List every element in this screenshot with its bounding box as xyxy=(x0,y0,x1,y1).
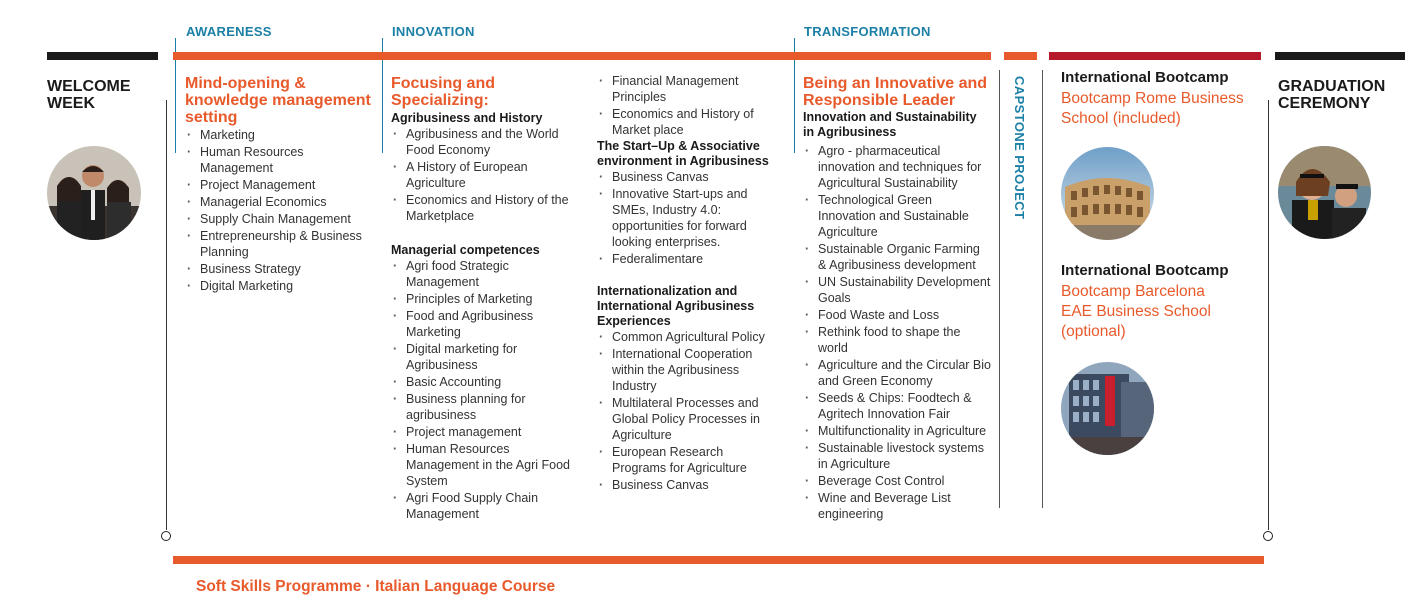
list-item: · Economics and History of the Marketplace xyxy=(391,192,573,224)
welcome-week-photo xyxy=(47,146,141,240)
list-item: · Food and Agribusiness Marketing xyxy=(391,308,573,340)
list-item: · Food Waste and Loss xyxy=(803,307,991,323)
list-item: · Federalimentare xyxy=(597,251,777,267)
welcome-bar xyxy=(47,52,158,60)
col2-section2-title: Managerial competences xyxy=(391,243,540,257)
capstone-project-label: CAPSTONE PROJECT xyxy=(1012,76,1027,220)
list-item: · International Cooperation within the Agribusiness Industry xyxy=(597,346,777,394)
capstone-divider-right xyxy=(1042,70,1043,508)
list-item: · Multifunctionality in Agriculture xyxy=(803,423,991,439)
capstone-bar xyxy=(1004,52,1037,60)
list-item: · Agribusiness and the World Food Economy xyxy=(391,126,573,158)
capstone-divider-left xyxy=(999,70,1000,508)
list-item: · Marketing xyxy=(185,127,375,143)
list-item: · Agro - pharmaceutical innovation and techniques for Agricultural Sustainability xyxy=(803,143,991,191)
list-item: · Seeds & Chips: Foodtech & Agritech Innovation Fair xyxy=(803,390,991,422)
column-awareness xyxy=(185,75,375,295)
timeline-end-marker xyxy=(1263,531,1273,541)
bootcamp-bar xyxy=(1049,52,1261,60)
column-innovation-2 xyxy=(597,73,777,494)
graduation-ceremony-title: GRADUATION CEREMONY xyxy=(1278,78,1386,112)
list-item: · Common Agricultural Policy xyxy=(597,329,777,345)
welcome-timeline-line xyxy=(166,100,167,530)
bootcamp-rome-title: International Bootcamp xyxy=(1061,69,1229,86)
list-item: · Supply Chain Management xyxy=(185,211,375,227)
bootcamp-rome-subtitle: Bootcamp Rome Business School (included) xyxy=(1061,90,1244,127)
timeline-start-marker xyxy=(161,531,171,541)
bootcamp-rome xyxy=(1061,69,1261,129)
col3-section2-title: Internationalization and International Agribusiness Experiences xyxy=(597,284,755,328)
list-item: · Wine and Beverage List engineering xyxy=(803,490,991,522)
bootcamp-barcelona xyxy=(1061,262,1261,342)
footer-soft-skills: Soft Skills Programme · Italian Language Course xyxy=(196,578,556,595)
list-item: · Agriculture and the Circular Bio and Green Economy xyxy=(803,357,991,389)
list-item: · Business Canvas xyxy=(597,169,777,185)
column-transformation xyxy=(803,75,991,523)
list-item: · Business Canvas xyxy=(597,477,777,493)
graduation-photo xyxy=(1278,146,1371,239)
col4-list xyxy=(803,143,991,522)
col2-section1-list xyxy=(391,126,573,224)
list-item: · Multilateral Processes and Global Policy Processes in Agriculture xyxy=(597,395,777,443)
list-item: · Principles of Marketing xyxy=(391,291,573,307)
col1-list xyxy=(185,127,375,294)
list-item: · Project management xyxy=(391,424,573,440)
col3-section2-list xyxy=(597,329,777,493)
col4-section-title: Innovation and Sustainability in Agribusiness xyxy=(803,110,977,139)
list-item: · Economics and History of Market place xyxy=(597,106,777,138)
list-item: · Entrepreneurship & Business Planning xyxy=(185,228,375,260)
bootcamp-barcelona-title: International Bootcamp xyxy=(1061,262,1229,279)
list-item: · Digital Marketing xyxy=(185,278,375,294)
col1-title: Mind-opening & knowledge management setting xyxy=(185,75,371,126)
list-item: · Financial Management Principles xyxy=(597,73,777,105)
col2-title: Focusing and Specializing: xyxy=(391,75,495,109)
list-item: · Managerial Economics xyxy=(185,194,375,210)
list-item: · Agri Food Supply Chain Management xyxy=(391,490,573,522)
list-item: · Project Management xyxy=(185,177,375,193)
list-item: · Technological Green Innovation and Sustainable Agriculture xyxy=(803,192,991,240)
barcelona-building-photo xyxy=(1061,362,1154,455)
list-item: · Business Strategy xyxy=(185,261,375,277)
col4-title: Being an Innovative and Responsible Leader xyxy=(803,75,988,109)
list-item: · Basic Accounting xyxy=(391,374,573,390)
main-timeline-bar xyxy=(173,52,991,60)
col3-section1-list xyxy=(597,169,777,267)
list-item: · European Research Programs for Agriculture xyxy=(597,444,777,476)
graduation-timeline-line xyxy=(1268,100,1269,530)
list-item: · Beverage Cost Control xyxy=(803,473,991,489)
list-item: · Human Resources Management xyxy=(185,144,375,176)
col2-section1-title: Agribusiness and History xyxy=(391,111,543,125)
list-item: · A History of European Agriculture xyxy=(391,159,573,191)
colosseum-photo xyxy=(1061,147,1154,240)
col3-top-list xyxy=(597,73,777,138)
list-item: · Sustainable livestock systems in Agriculture xyxy=(803,440,991,472)
list-item: · Rethink food to shape the world xyxy=(803,324,991,356)
list-item: · Agri food Strategic Management xyxy=(391,258,573,290)
list-item: · Sustainable Organic Farming & Agribusiness development xyxy=(803,241,991,273)
welcome-week-title: WELCOME WEEK xyxy=(47,78,131,112)
phase-innovation: INNOVATION xyxy=(392,24,475,39)
bootcamp-barcelona-subtitle: Bootcamp Barcelona EAE Business School (optional) xyxy=(1061,283,1211,340)
list-item: · Human Resources Management in the Agri Food System xyxy=(391,441,573,489)
graduation-bar xyxy=(1275,52,1405,60)
list-item: · Business planning for agribusiness xyxy=(391,391,573,423)
list-item: · Innovative Start-ups and SMEs, Industry 4.0: opportunities for forward looking enterprises. xyxy=(597,186,777,250)
col3-section1-title: The Start–Up & Associative environment in Agribusiness xyxy=(597,139,769,168)
col2-section2-list xyxy=(391,258,573,522)
phase-transformation: TRANSFORMATION xyxy=(804,24,931,39)
phase-awareness: AWARENESS xyxy=(186,24,272,39)
list-item: · UN Sustainability Development Goals xyxy=(803,274,991,306)
column-innovation-1 xyxy=(391,75,573,523)
soft-skills-bar xyxy=(173,556,1264,564)
list-item: · Digital marketing for Agribusiness xyxy=(391,341,573,373)
